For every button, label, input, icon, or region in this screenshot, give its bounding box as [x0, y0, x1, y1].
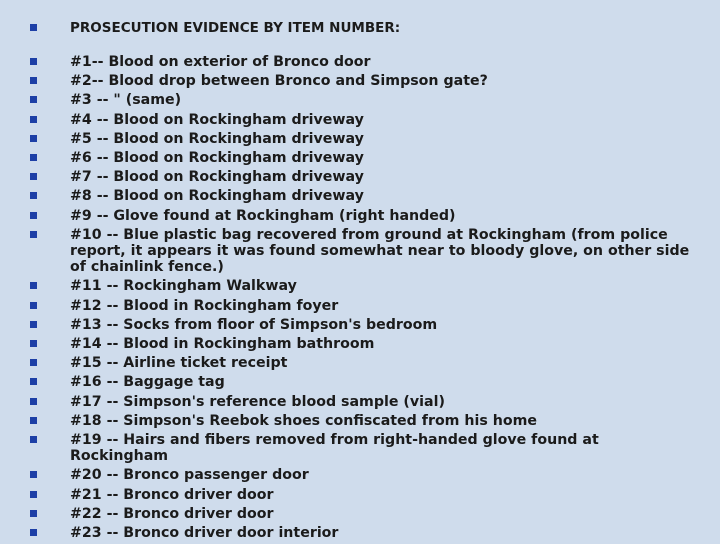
list-item-text: #15 -- Airline ticket receipt [70, 355, 288, 372]
list-item [30, 298, 710, 314]
list-item [30, 112, 710, 128]
square-bullet-icon [30, 529, 37, 536]
list-item [30, 525, 710, 541]
square-bullet-icon [30, 321, 37, 328]
list-item [30, 73, 710, 89]
square-bullet-icon [30, 378, 37, 385]
list-item [30, 374, 710, 390]
square-bullet-icon [30, 471, 37, 478]
list-item-text: #10 -- Blue plastic bag recovered from ground at Rockingham (from police report, it appears it was found somewhat near to bloody glove, on other side of chainlink fence.) [70, 226, 690, 276]
list-item-text: #11 -- Rockingham Walkway [70, 278, 297, 295]
list-item-text: #20 -- Bronco passenger door [70, 467, 309, 484]
list-item-text: #5 -- Blood on Rockingham driveway [70, 130, 364, 147]
list-item [30, 413, 710, 429]
square-bullet-icon [30, 359, 37, 366]
list-item-text: #14 -- Blood in Rockingham bathroom [70, 336, 375, 353]
list-item [30, 432, 710, 464]
square-bullet-icon [30, 510, 37, 517]
evidence-list [30, 54, 710, 544]
list-item-text: #19 -- Hairs and fibers removed from right-handed glove found at Rockingham [70, 432, 599, 465]
square-bullet-icon [30, 135, 37, 142]
square-bullet-icon [30, 192, 37, 199]
square-bullet-icon [30, 24, 37, 31]
list-item [30, 336, 710, 352]
list-item [30, 227, 710, 276]
square-bullet-icon [30, 491, 37, 498]
square-bullet-icon [30, 436, 37, 443]
list-item [30, 355, 710, 371]
list-item [30, 278, 710, 294]
list-item-text: #12 -- Blood in Rockingham foyer [70, 297, 339, 314]
list-item [30, 150, 710, 166]
list-item-text: #6 -- Blood on Rockingham driveway [70, 150, 364, 167]
square-bullet-icon [30, 154, 37, 161]
list-item [30, 394, 710, 410]
list-item-text: #3 -- " (same) [70, 92, 182, 109]
list-item [30, 131, 710, 147]
heading-text: PROSECUTION EVIDENCE BY ITEM NUMBER: [70, 20, 401, 36]
list-item [30, 506, 710, 522]
square-bullet-icon [30, 231, 37, 238]
square-bullet-icon [30, 212, 37, 219]
square-bullet-icon [30, 96, 37, 103]
list-item-text: #9 -- Glove found at Rockingham (right handed) [70, 207, 456, 224]
square-bullet-icon [30, 173, 37, 180]
list-item [30, 169, 710, 185]
list-item-text: #21 -- Bronco driver door [70, 486, 274, 503]
list-item [30, 92, 710, 108]
list-item [30, 467, 710, 483]
slide-heading [30, 20, 710, 36]
list-item-text: #4 -- Blood on Rockingham driveway [70, 111, 364, 128]
square-bullet-icon [30, 417, 37, 424]
list-item-text: #22 -- Bronco driver door [70, 505, 274, 522]
square-bullet-icon [30, 77, 37, 84]
list-item-text: #1-- Blood on exterior of Bronco door [70, 54, 371, 70]
list-item [30, 54, 710, 70]
square-bullet-icon [30, 282, 37, 289]
list-item-text: #13 -- Socks from floor of Simpson's bedroom [70, 316, 438, 333]
square-bullet-icon [30, 116, 37, 123]
list-item-text: #2-- Blood drop between Bronco and Simpson gate? [70, 73, 488, 90]
list-item-text: #17 -- Simpson's reference blood sample (vial) [70, 393, 445, 410]
list-item-text: #23 -- Bronco driver door interior [70, 525, 339, 542]
square-bullet-icon [30, 302, 37, 309]
list-item [30, 317, 710, 333]
list-item-text: #18 -- Simpson's Reebok shoes confiscated from his home [70, 412, 538, 429]
square-bullet-icon [30, 398, 37, 405]
square-bullet-icon [30, 340, 37, 347]
square-bullet-icon [30, 58, 37, 65]
list-item [30, 487, 710, 503]
list-item-text: #16 -- Baggage tag [70, 374, 225, 391]
list-item [30, 208, 710, 224]
list-item-text: #7 -- Blood on Rockingham driveway [70, 169, 364, 186]
list-item [30, 188, 710, 204]
list-item-text: #8 -- Blood on Rockingham driveway [70, 188, 364, 205]
